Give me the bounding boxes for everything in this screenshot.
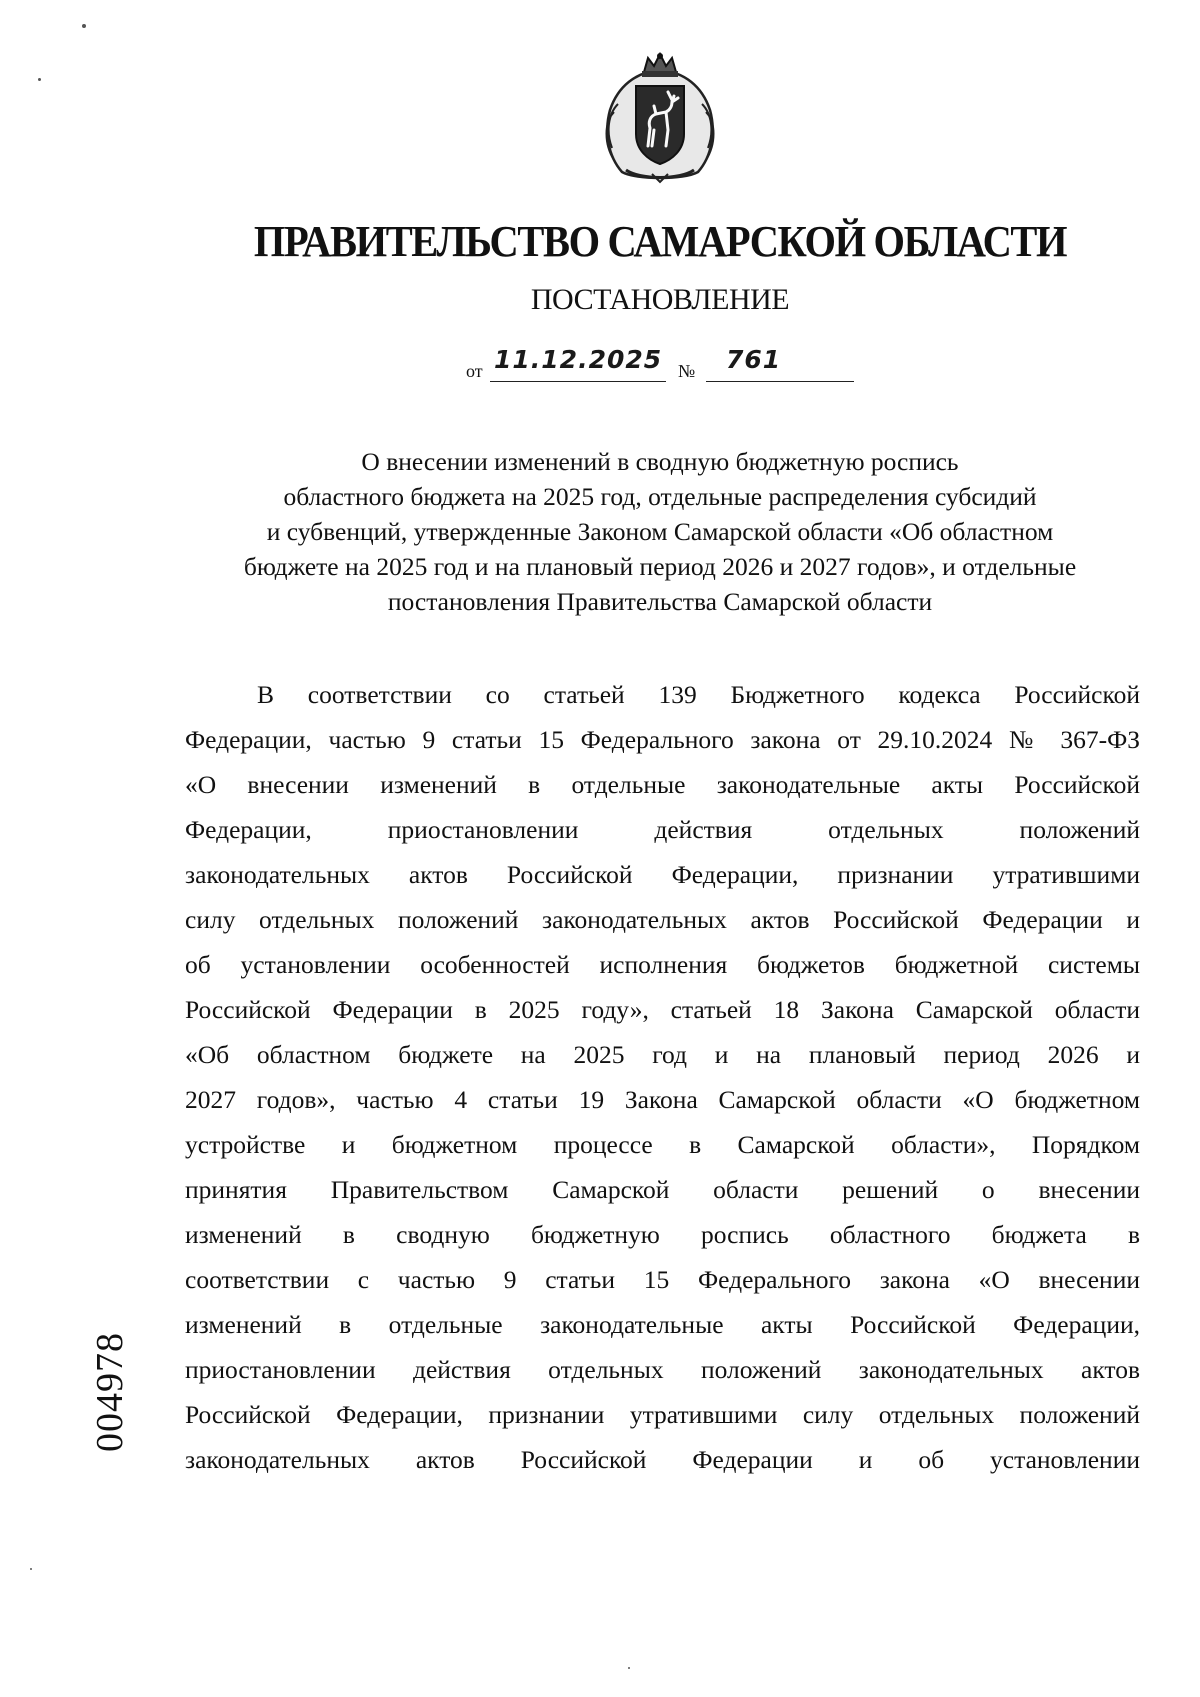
body-line: Российской Федерации в 2025 году», статьей 18 Закона Самарской области (185, 995, 1140, 1024)
scan-speck (82, 24, 86, 28)
number-underline (706, 381, 854, 382)
body-line: законодательных актов Российской Федерации, признании утратившими (185, 860, 1140, 889)
subject-line: бюджете на 2025 год и на плановый период 2026 и 2027 годов», и отдельные (243, 552, 1077, 581)
body-line: изменений в отдельные законодательные акты Российской Федерации, (185, 1310, 1140, 1339)
body-line: принятия Правительством Самарской области решений о внесении (185, 1175, 1140, 1204)
registration-line (466, 345, 886, 387)
body-line: приостановлении действия отдельных положений законодательных актов (185, 1355, 1140, 1384)
samara-coat-of-arms-icon (596, 52, 724, 184)
body-line: соответствии с частью 9 статьи 15 Федерального закона «О внесении (185, 1265, 1140, 1294)
margin-serial-number: 004978 (89, 1332, 131, 1452)
subject-line: постановления Правительства Самарской области (387, 587, 933, 616)
handwritten-number: 761 (726, 345, 782, 374)
body-line: устройстве и бюджетном процессе в Самарской области», Порядком (185, 1130, 1140, 1159)
body-line: «О внесении изменений в отдельные законодательные акты Российской (185, 770, 1140, 799)
body-line: Федерации, приостановлении действия отдельных положений (185, 815, 1140, 844)
scan-speck (628, 1667, 630, 1669)
subject-line: и субвенций, утвержденные Законом Самарской области «Об областном (266, 517, 1054, 546)
number-prefix-label: № (678, 361, 696, 381)
date-prefix-label: от (466, 361, 483, 381)
document-subject (170, 444, 1150, 619)
date-underline (490, 381, 666, 382)
subject-line: О внесении изменений в сводную бюджетную роспись (361, 447, 959, 476)
handwritten-date: 11.12.2025 (494, 345, 663, 374)
body-line: Федерации, частью 9 статьи 15 Федерального закона от 29.10.2024 № 367-ФЗ (185, 725, 1140, 754)
body-line: В соответствии со статьей 139 Бюджетного кодекса Российской (257, 680, 1140, 709)
body-line: «Об областном бюджете на 2025 год и на плановый период 2026 и (185, 1040, 1140, 1069)
organization-title: ПРАВИТЕЛЬСТВО САМАРСКОЙ ОБЛАСТИ (253, 217, 1067, 266)
body-line: 2027 годов», частью 4 статьи 19 Закона Самарской области «О бюджетном (185, 1085, 1140, 1114)
body-line: силу отдельных положений законодательных актов Российской Федерации и (185, 905, 1140, 934)
body-line: изменений в сводную бюджетную роспись областного бюджета в (185, 1220, 1140, 1249)
subject-line: областного бюджета на 2025 год, отдельные распределения субсидий (283, 482, 1037, 511)
document-type: ПОСТАНОВЛЕНИЕ (530, 283, 790, 316)
body-line: об установлении особенностей исполнения бюджетов бюджетной системы (185, 950, 1140, 979)
scan-speck (30, 1568, 32, 1570)
body-line: Российской Федерации, признании утратившими силу отдельных положений (185, 1400, 1140, 1429)
scan-speck (38, 78, 41, 81)
body-line: законодательных актов Российской Федерации и об установлении (185, 1445, 1140, 1474)
